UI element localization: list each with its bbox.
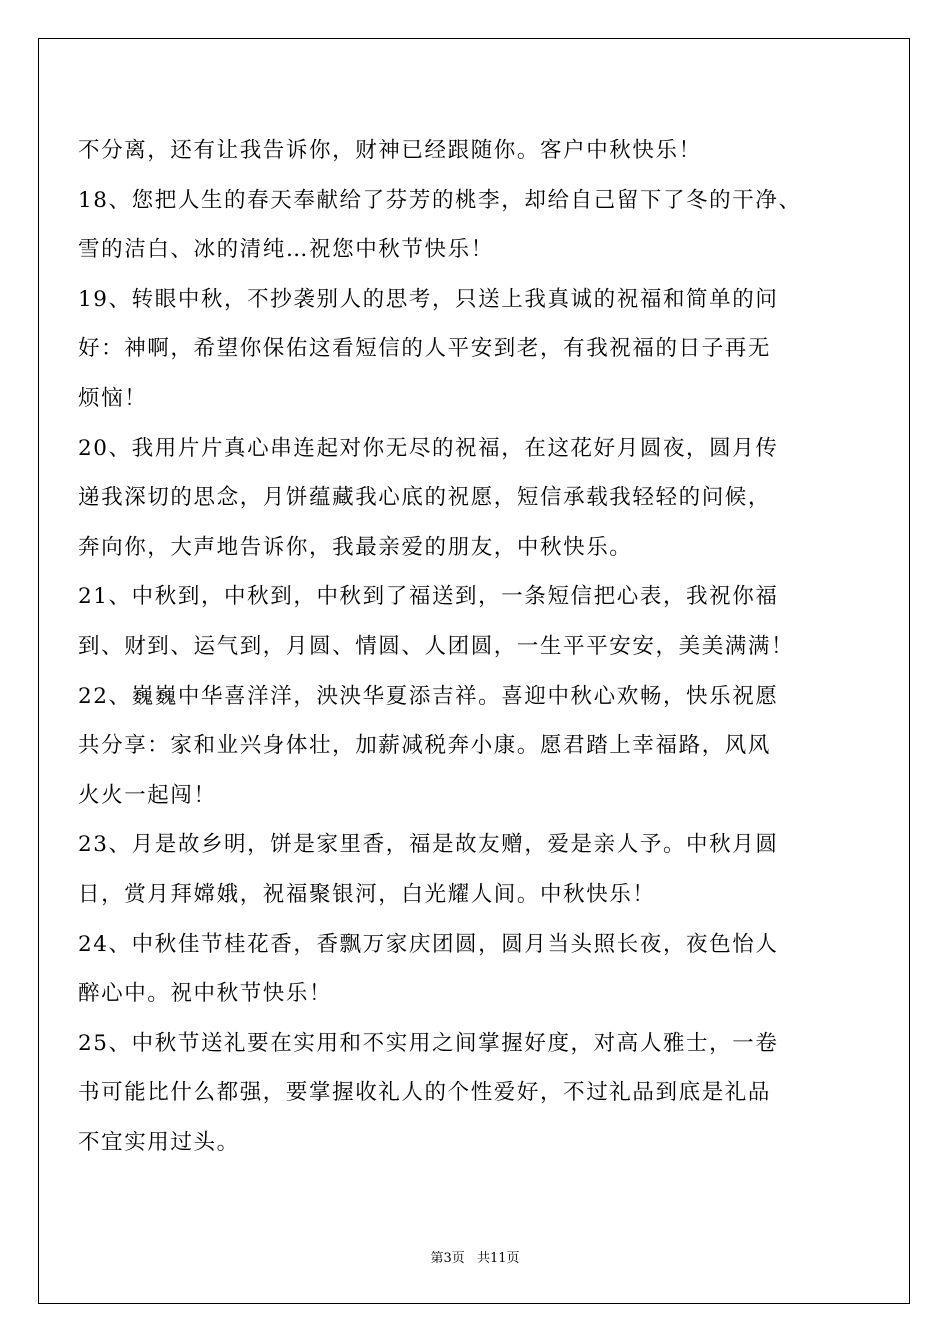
text-line: 24、中秋佳节桂花香，香飘万家庆团圆，圆月当头照长夜，夜色怡人	[78, 931, 779, 957]
text-line: 奔向你，大声地告诉你，我最亲爱的朋友，中秋快乐。	[78, 534, 633, 560]
text-line: 烦恼！	[78, 385, 148, 411]
text-line: 不分离，还有让我告诉你，财神已经跟随你。客户中秋快乐！	[78, 138, 702, 163]
text-line: 书可能比什么都强，要掌握收礼人的个性爱好，不过礼品到底是礼品	[78, 1080, 772, 1106]
text-line: 到、财到、运气到，月圆、情圆、人团圆，一生平平安安，美美满满！	[78, 633, 795, 659]
text-line: 23、月是故乡明，饼是家里香，福是故友赠，爱是亲人予。中秋月圆	[78, 832, 779, 858]
text-line: 22、巍巍中华喜洋洋，泱泱华夏添吉祥。喜迎中秋心欢畅，快乐祝愿	[78, 683, 779, 709]
text-line: 递我深切的思念，月饼蕴藏我心底的祝愿，短信承载我轻轻的问候，	[78, 485, 772, 511]
text-line: 雪的洁白、冰的清纯…祝您中秋节快乐！	[78, 237, 494, 263]
text-line: 火火一起闯！	[78, 782, 217, 808]
text-line: 18、您把人生的春天奉献给了芬芳的桃李，却给自己留下了冬的干净、	[78, 187, 802, 213]
page-footer	[0, 1247, 950, 1266]
current-page-number: 第3页	[430, 1251, 465, 1266]
text-line: 19、转眼中秋，不抄袭别人的思考，只送上我真诚的祝福和简单的问	[78, 286, 779, 312]
text-line: 25、中秋节送礼要在实用和不实用之间掌握好度，对高人雅士，一卷	[78, 1030, 779, 1056]
text-line: 共分享：家和业兴身体壮，加薪减税奔小康。愿君踏上幸福路，风风	[78, 733, 772, 759]
document-body	[78, 126, 838, 1167]
text-line: 好：神啊，希望你保佑这看短信的人平安到老，有我祝福的日子再无	[78, 336, 772, 362]
text-line: 20、我用片片真心串连起对你无尽的祝福，在这花好月圆夜，圆月传	[78, 435, 779, 461]
text-line: 醉心中。祝中秋节快乐！	[78, 981, 333, 1007]
total-pages: 共11页	[476, 1251, 520, 1266]
text-line: 21、中秋到，中秋到，中秋到了福送到，一条短信把心表，我祝你福	[78, 584, 779, 610]
text-line: 不宜实用过头。	[78, 1129, 240, 1155]
text-line: 日，赏月拜嫦娥，祝福聚银河，白光耀人间。中秋快乐！	[78, 881, 656, 907]
